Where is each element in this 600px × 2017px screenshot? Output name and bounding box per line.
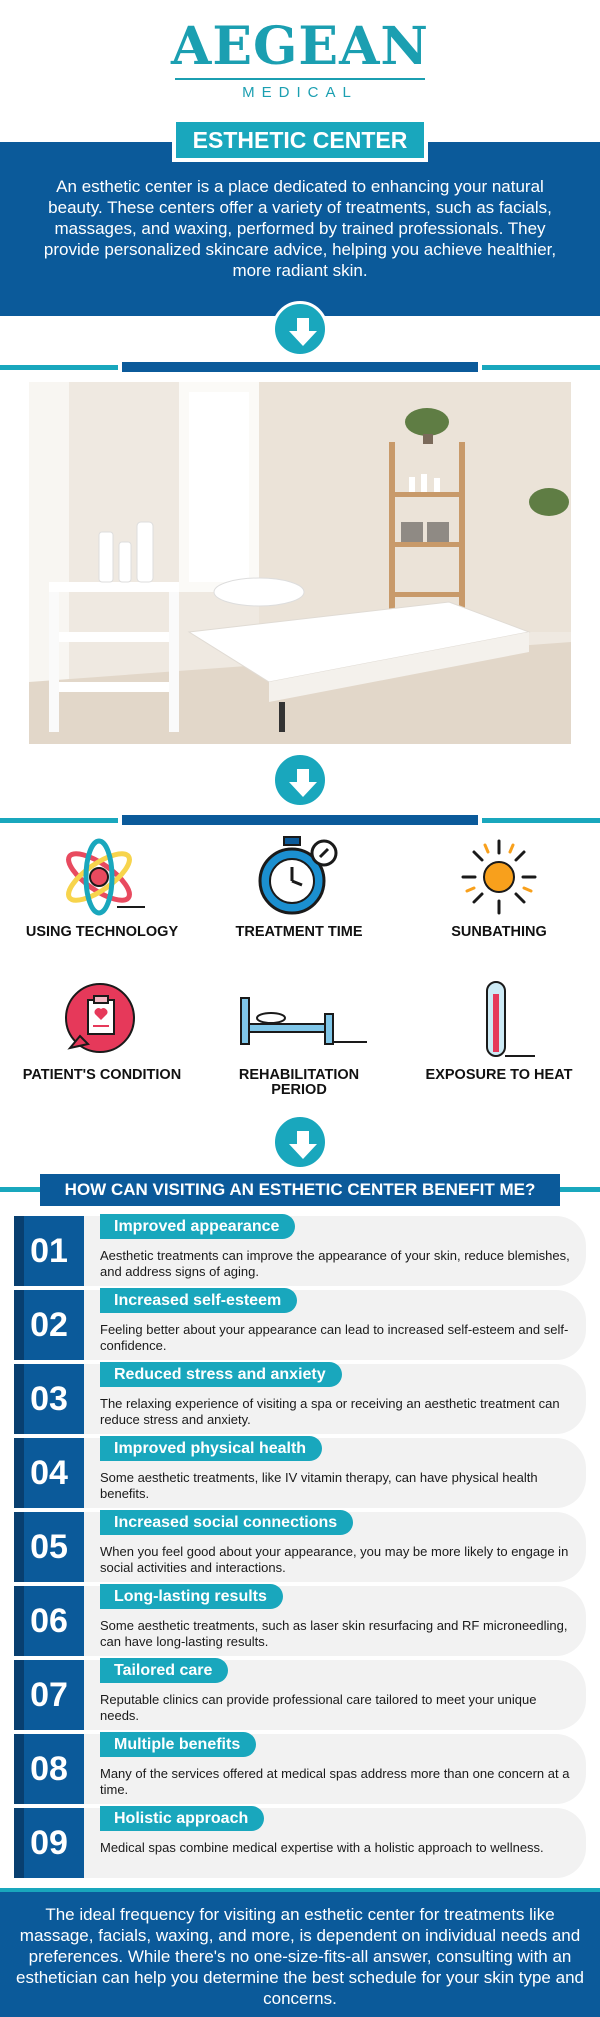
factor-label: EXPOSURE TO HEAT <box>425 1067 573 1083</box>
logo <box>0 18 600 102</box>
benefit-description: The relaxing experience of visiting a spa or receiving an aesthetic treatment can reduce stress and anxiety. <box>100 1396 560 1427</box>
benefit-description: Feeling better about your appearance can lead to increased self-esteem and self-confidence. <box>100 1322 569 1353</box>
intro-text: An esthetic center is a place dedicated to enhancing your natural beauty. These centers offer a variety of treatments, such as facials, massages, and waxing, performed by trained professionals. They provide personalized skincare advice, helping you achieve healthier, more radiant skin. <box>43 177 557 280</box>
hospital-bed-icon <box>214 978 384 1062</box>
arrow-down-icon <box>272 752 328 808</box>
benefit-title: Holistic approach <box>100 1806 264 1831</box>
section-divider <box>0 815 600 825</box>
section-divider <box>0 362 600 372</box>
arrow-down-icon <box>272 1114 328 1170</box>
benefit-item <box>14 1290 586 1360</box>
benefit-item <box>14 1438 586 1508</box>
benefit-number: 08 <box>14 1734 84 1804</box>
factor-treatment-time <box>214 835 384 940</box>
factor-rehabilitation-period <box>214 978 384 1098</box>
benefit-description: Aesthetic treatments can improve the appearance of your skin, reduce blemishes, and address signs of aging. <box>100 1248 570 1279</box>
arrow-down-icon <box>272 301 328 357</box>
atom-icon <box>17 835 187 919</box>
footer-band <box>0 1888 600 2017</box>
benefit-description: Medical spas combine medical expertise with a holistic approach to wellness. <box>100 1840 544 1855</box>
logo-subtitle: MEDICAL <box>175 78 425 101</box>
benefit-title: Reduced stress and anxiety <box>100 1362 342 1387</box>
benefit-description: Reputable clinics can provide professional care tailored to meet your unique needs. <box>100 1692 537 1723</box>
benefit-number: 09 <box>14 1808 84 1878</box>
factor-using-technology <box>17 835 187 940</box>
factor-label: PATIENT'S CONDITION <box>22 1067 182 1083</box>
factor-label: USING TECHNOLOGY <box>25 924 179 940</box>
benefit-title: Increased self-esteem <box>100 1288 297 1313</box>
benefit-number: 03 <box>14 1364 84 1434</box>
benefit-item <box>14 1660 586 1730</box>
benefit-description: Some aesthetic treatments, such as laser skin resurfacing and RF microneedling, can have long-lasting results. <box>100 1618 568 1649</box>
benefit-title: Improved appearance <box>100 1214 295 1239</box>
clipboard-heart-icon <box>17 978 187 1062</box>
benefit-title: Improved physical health <box>100 1436 322 1461</box>
benefit-description: Many of the services offered at medical spas address more than one concern at a time. <box>100 1766 570 1797</box>
benefit-number: 05 <box>14 1512 84 1582</box>
benefit-item <box>14 1734 586 1804</box>
benefit-item <box>14 1216 586 1286</box>
factor-label: TREATMENT TIME <box>235 924 363 940</box>
treatment-room-photo <box>29 382 571 744</box>
benefit-description: Some aesthetic treatments, like IV vitamin therapy, can have physical health benefits. <box>100 1470 538 1501</box>
benefit-title: Multiple benefits <box>100 1732 256 1757</box>
logo-name: AEGEAN <box>171 16 429 77</box>
benefit-number: 07 <box>14 1660 84 1730</box>
factor-patients-condition <box>17 978 187 1083</box>
factor-label: REHABILITATION PERIOD <box>238 1067 360 1098</box>
benefit-description: When you feel good about your appearance, you may be more likely to engage in social activities and interactions. <box>100 1544 569 1575</box>
benefits-title: HOW CAN VISITING AN ESTHETIC CENTER BENEFIT ME? <box>40 1174 560 1206</box>
benefit-item <box>14 1364 586 1434</box>
footer-text: The ideal frequency for visiting an esthetic center for treatments like massage, facials, waxing, and more, is dependent on individual needs and preferences. While there's no one-size-fits-all answer, consulting with an esthetician can help you determine the best schedule for your skin type and concerns. <box>16 1905 584 2008</box>
intro-title: ESTHETIC CENTER <box>172 118 428 162</box>
benefit-number: 01 <box>14 1216 84 1286</box>
benefit-item <box>14 1586 586 1656</box>
benefit-item <box>14 1512 586 1582</box>
benefit-title: Increased social connections <box>100 1510 353 1535</box>
benefit-number: 02 <box>14 1290 84 1360</box>
benefit-number: 04 <box>14 1438 84 1508</box>
factor-sunbathing <box>414 835 584 940</box>
thermometer-icon <box>414 978 584 1062</box>
factor-label: SUNBATHING <box>451 924 547 940</box>
benefit-title: Long-lasting results <box>100 1584 283 1609</box>
benefit-title: Tailored care <box>100 1658 228 1683</box>
sun-icon <box>414 835 584 919</box>
benefit-item <box>14 1808 586 1878</box>
benefit-number: 06 <box>14 1586 84 1656</box>
stopwatch-icon <box>214 835 384 919</box>
factor-exposure-to-heat <box>414 978 584 1083</box>
